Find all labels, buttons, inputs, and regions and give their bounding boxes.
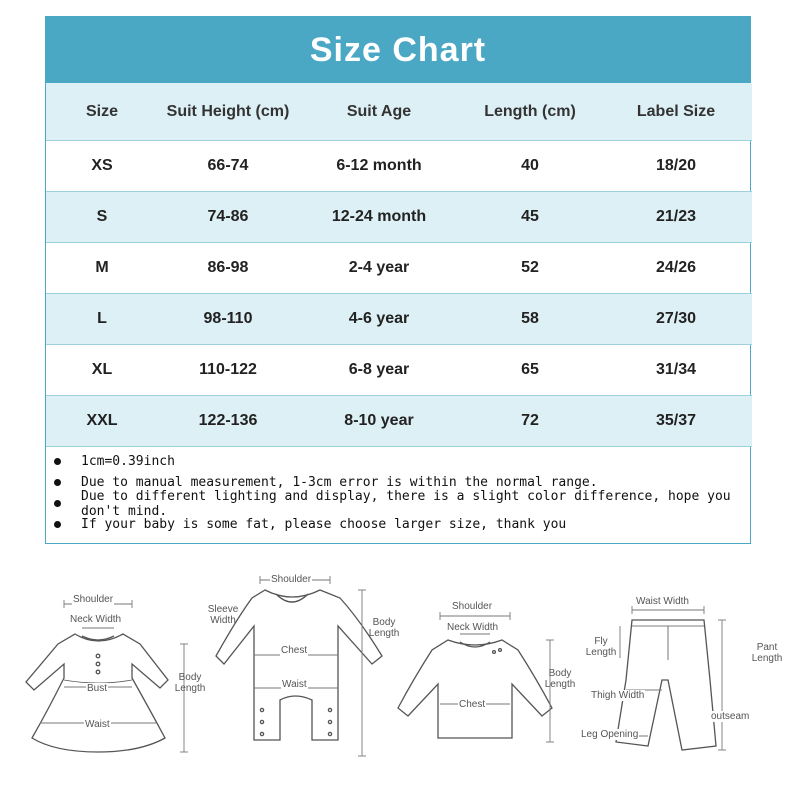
table-header-row — [46, 83, 752, 141]
header-suit-height: Suit Height (cm) — [158, 83, 298, 141]
cell-label-size: 31/34 — [600, 345, 752, 396]
romper-shoulder-label: Shoulder — [271, 574, 312, 585]
cell-label-size: 18/20 — [600, 141, 752, 192]
cell-suit-age: 12-24 month — [298, 192, 460, 243]
table-row — [46, 192, 752, 243]
cell-suit-height: 66-74 — [158, 141, 298, 192]
bullet-icon — [54, 500, 61, 507]
pants-leg-opening-label: Leg Opening — [581, 729, 639, 740]
romper-body-length-label: Body Length — [368, 617, 400, 639]
top-shoulder-label: Shoulder — [452, 601, 493, 612]
cell-label-size: 27/30 — [600, 294, 752, 345]
bullet-icon — [54, 458, 61, 465]
chart-title: Size Chart — [46, 17, 750, 83]
header-length: Length (cm) — [460, 83, 600, 141]
bullet-icon — [54, 479, 61, 486]
top-chest-label: Chest — [459, 699, 486, 710]
table-row — [46, 141, 752, 192]
note-item — [54, 488, 750, 519]
dress-shoulder-label: Shoulder — [73, 594, 114, 605]
romper-chest-label: Chest — [281, 645, 308, 656]
cell-suit-age: 8-10 year — [298, 396, 460, 447]
table-row — [46, 294, 752, 345]
romper-sleeve-width-label: Sleeve Width — [207, 604, 239, 626]
cell-suit-age: 6-8 year — [298, 345, 460, 396]
dress-bust-label: Bust — [87, 683, 108, 694]
note-text: Due to manual measurement, 1-3cm error is within the normal range. — [81, 475, 598, 490]
table-row — [46, 396, 752, 447]
table-row — [46, 243, 752, 294]
cell-suit-age: 2-4 year — [298, 243, 460, 294]
pants-pant-length-label: Pant Length — [751, 642, 783, 664]
cell-suit-age: 4-6 year — [298, 294, 460, 345]
cell-suit-height: 110-122 — [158, 345, 298, 396]
dress-waist-label: Waist — [85, 719, 110, 730]
cell-suit-height: 74-86 — [158, 192, 298, 243]
cell-label-size: 24/26 — [600, 243, 752, 294]
top-drawing — [398, 640, 552, 738]
table-row — [46, 345, 752, 396]
header-size: Size — [46, 83, 158, 141]
note-item — [54, 451, 750, 472]
dress-neck-width-label: Neck Width — [70, 614, 122, 625]
pants-thigh-width-label: Thigh Width — [591, 690, 645, 701]
cell-length: 65 — [460, 345, 600, 396]
pants-fly-length-label: Fly Length — [585, 636, 617, 658]
cell-size: XXL — [46, 396, 158, 447]
size-table — [46, 83, 752, 447]
size-chart — [45, 16, 751, 544]
notes-list — [46, 447, 750, 535]
pants-outseam-label: outseam — [711, 711, 750, 722]
bullet-icon — [54, 521, 61, 528]
cell-size: S — [46, 192, 158, 243]
note-text: If your baby is some fat, please choose larger size, thank you — [81, 517, 567, 532]
cell-length: 45 — [460, 192, 600, 243]
cell-size: XS — [46, 141, 158, 192]
header-label-size: Label Size — [600, 83, 752, 141]
pants-waist-width-label: Waist Width — [636, 596, 689, 607]
note-text: Due to different lighting and display, there is a slight color difference, hope you don't mind. — [81, 488, 731, 519]
romper-waist-label: Waist — [282, 679, 307, 690]
cell-label-size: 35/37 — [600, 396, 752, 447]
cell-size: M — [46, 243, 158, 294]
cell-label-size: 21/23 — [600, 192, 752, 243]
header-suit-age: Suit Age — [298, 83, 460, 141]
note-text: 1cm=0.39inch — [81, 454, 175, 469]
cell-suit-age: 6-12 month — [298, 141, 460, 192]
cell-size: L — [46, 294, 158, 345]
measurement-diagrams — [0, 560, 800, 800]
cell-length: 58 — [460, 294, 600, 345]
top-body-length-label: Body Length — [544, 668, 576, 690]
cell-suit-height: 98-110 — [158, 294, 298, 345]
cell-length: 40 — [460, 141, 600, 192]
cell-suit-height: 122-136 — [158, 396, 298, 447]
cell-length: 72 — [460, 396, 600, 447]
cell-size: XL — [46, 345, 158, 396]
cell-suit-height: 86-98 — [158, 243, 298, 294]
cell-length: 52 — [460, 243, 600, 294]
top-neck-width-label: Neck Width — [447, 622, 499, 633]
dress-body-length-label: Body Length — [174, 672, 206, 694]
